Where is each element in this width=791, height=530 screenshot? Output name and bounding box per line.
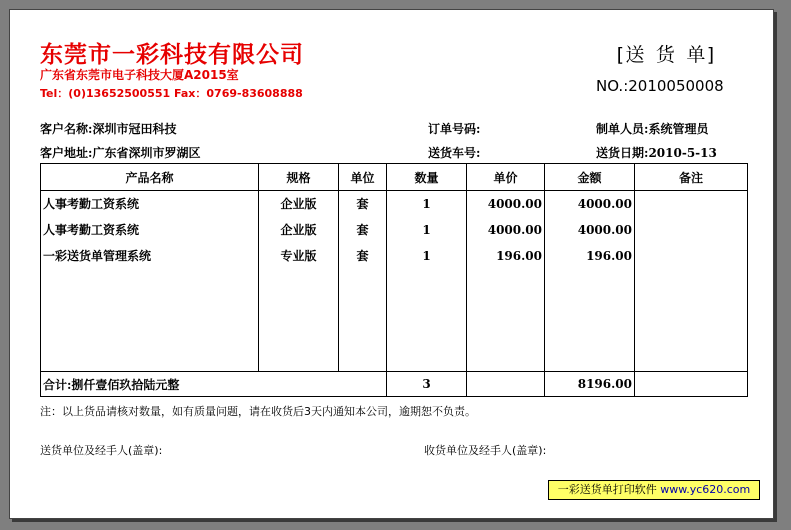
brand-url: www.yc620.com <box>660 483 751 496</box>
total-qty: 3 <box>387 372 467 397</box>
cell-product-name: 人事考勤工资系统 <box>43 223 140 237</box>
total-label: 合计:捌仟壹佰玖拾陆元整 <box>41 372 387 397</box>
header-remark: 备注 <box>635 164 748 191</box>
cell-price: 4000.00 <box>487 223 542 237</box>
table-total-row <box>41 372 748 397</box>
customer-address-label: 客户地址: <box>40 146 93 160</box>
delivery-date-value: 2010-5-13 <box>648 146 717 160</box>
cell-remark <box>637 191 745 217</box>
delivery-date-label: 送货日期: <box>596 146 649 160</box>
customer-name-label: 客户名称: <box>40 122 93 136</box>
table-body <box>41 191 748 372</box>
cell-product-name: 人事考勤工资系统 <box>43 197 140 211</box>
cell-remark <box>637 217 745 243</box>
cell-spec: 企业版 <box>280 223 317 237</box>
terms-note: 注：以上货品请核对数量，如有质量问题，请在收货后3天内通知本公司，逾期恕不负责。 <box>40 405 476 418</box>
cell-amount: 4000.00 <box>577 223 632 237</box>
cell-amount: 196.00 <box>586 249 632 263</box>
customer-name-value: 深圳市冠田科技 <box>92 122 177 136</box>
cell-unit: 套 <box>356 197 369 211</box>
delivery-note-paper <box>9 9 774 519</box>
receiver-signature: 收货单位及经手人(盖章): <box>424 444 547 457</box>
customer-name-row <box>40 120 176 137</box>
cell-unit: 套 <box>356 223 369 237</box>
maker-label: 制单人员: <box>596 122 649 136</box>
sender-signature: 送货单位及经手人(盖章): <box>40 444 163 457</box>
col-qty <box>387 191 467 372</box>
cell-qty: 1 <box>422 197 431 211</box>
cell-qty: 1 <box>422 249 431 263</box>
maker-value: 系统管理员 <box>648 122 709 136</box>
software-brand-link[interactable] <box>548 480 760 500</box>
vehicle-row <box>428 144 480 161</box>
maker-row <box>596 120 708 137</box>
header-price: 单价 <box>467 164 545 191</box>
header-unit: 单位 <box>339 164 387 191</box>
table-header-row <box>41 164 748 191</box>
customer-address-row <box>40 144 200 161</box>
delivery-date-row <box>596 144 717 161</box>
document-number: NO.:2010050008 <box>596 77 724 95</box>
company-address: 广东省东莞市电子科技大厦A2015室 <box>40 68 239 82</box>
document-title: [送 货 单] <box>614 44 717 66</box>
company-tel-fax: Tel：(0)13652500551 Fax：0769-83608888 <box>40 87 303 100</box>
col-remark <box>635 191 748 372</box>
total-amount: 8196.00 <box>545 372 635 397</box>
order-no-label: 订单号码: <box>428 122 481 136</box>
cell-spec: 企业版 <box>280 197 317 211</box>
cell-price: 196.00 <box>496 249 542 263</box>
items-table <box>40 163 748 397</box>
header-product-name: 产品名称 <box>41 164 259 191</box>
total-price-empty <box>467 372 545 397</box>
company-name: 东莞市一彩科技有限公司 <box>40 41 304 68</box>
header-amount: 金额 <box>545 164 635 191</box>
order-no-row <box>428 120 480 137</box>
col-unit <box>339 191 387 372</box>
vehicle-label: 送货车号: <box>428 146 481 160</box>
cell-product-name: 一彩送货单管理系统 <box>43 249 152 263</box>
col-product-name <box>41 191 259 372</box>
col-amount <box>545 191 635 372</box>
cell-qty: 1 <box>422 223 431 237</box>
header-qty: 数量 <box>387 164 467 191</box>
header-spec: 规格 <box>259 164 339 191</box>
cell-price: 4000.00 <box>487 197 542 211</box>
cell-spec: 专业版 <box>280 249 317 263</box>
col-spec <box>259 191 339 372</box>
cell-remark <box>637 243 745 269</box>
total-remark-empty <box>635 372 748 397</box>
brand-label: 一彩送货单打印软件 <box>557 483 657 496</box>
customer-address-value: 广东省深圳市罗湖区 <box>92 146 201 160</box>
cell-unit: 套 <box>356 249 369 263</box>
col-price <box>467 191 545 372</box>
cell-amount: 4000.00 <box>577 197 632 211</box>
